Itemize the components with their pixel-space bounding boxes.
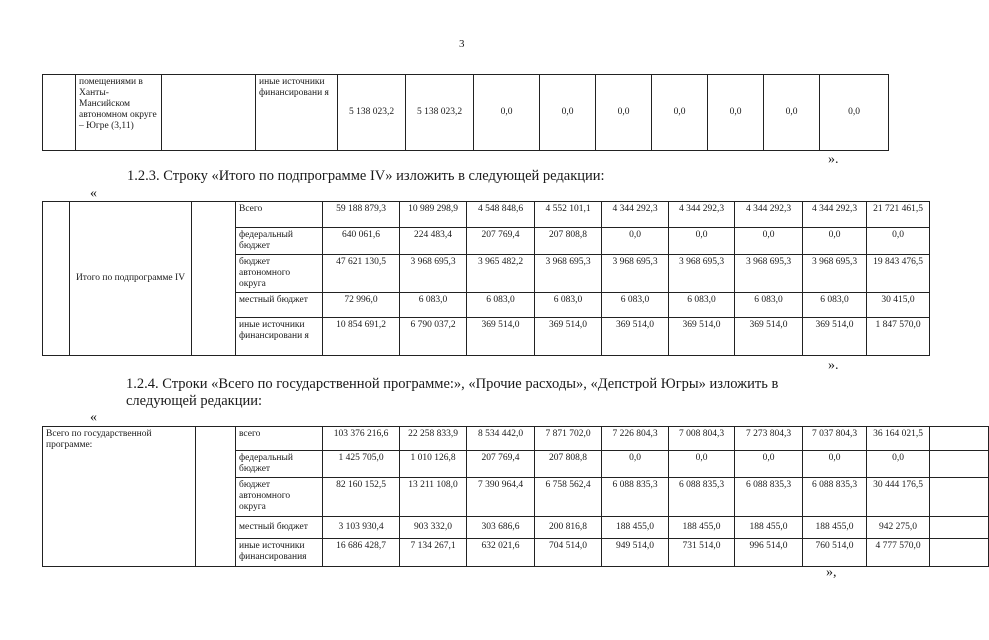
value-cell: 0,0 xyxy=(803,451,867,478)
empty-cell xyxy=(43,75,76,151)
value-cell: 8 534 442,0 xyxy=(467,427,535,451)
empty-cell xyxy=(930,427,989,451)
value-cell: 4 344 292,3 xyxy=(735,202,803,228)
value-cell: 19 843 476,5 xyxy=(867,255,930,293)
source-cell: бюджет автономного округа xyxy=(236,255,323,293)
value-cell: 47 621 130,5 xyxy=(323,255,400,293)
value-cell: 6 083,0 xyxy=(602,293,669,318)
value-cell: 6 083,0 xyxy=(669,293,735,318)
value-cell: 0,0 xyxy=(474,75,540,151)
value-cell: 4 552 101,1 xyxy=(535,202,602,228)
value-cell: 7 871 702,0 xyxy=(535,427,602,451)
value-cell: 6 088 835,3 xyxy=(803,478,867,517)
value-cell: 4 548 848,6 xyxy=(467,202,535,228)
table-continuation xyxy=(42,74,889,151)
value-cell: 188 455,0 xyxy=(602,517,669,539)
value-cell: 6 088 835,3 xyxy=(602,478,669,517)
subprogram-label: Итого по подпрограмме IV xyxy=(70,202,192,356)
value-cell: 3 965 482,2 xyxy=(467,255,535,293)
value-cell: 22 258 833,9 xyxy=(400,427,467,451)
empty-cell xyxy=(196,427,236,567)
source-cell: иные источники финансировани я xyxy=(236,318,323,356)
value-cell: 188 455,0 xyxy=(669,517,735,539)
value-cell: 0,0 xyxy=(708,75,764,151)
table-program-total xyxy=(42,426,989,567)
empty-cell xyxy=(43,202,70,356)
source-cell: местный бюджет xyxy=(236,517,323,539)
value-cell: 207 808,8 xyxy=(535,451,602,478)
value-cell: 4 344 292,3 xyxy=(602,202,669,228)
value-cell: 0,0 xyxy=(764,75,820,151)
value-cell: 5 138 023,2 xyxy=(338,75,406,151)
value-cell: 0,0 xyxy=(867,228,930,255)
value-cell: 4 344 292,3 xyxy=(803,202,867,228)
value-cell: 6 088 835,3 xyxy=(735,478,803,517)
source-cell: бюджет автономного округа xyxy=(236,478,323,517)
value-cell: 3 968 695,3 xyxy=(803,255,867,293)
value-cell: 7 273 804,3 xyxy=(735,427,803,451)
value-cell: 731 514,0 xyxy=(669,539,735,567)
value-cell: 7 134 267,1 xyxy=(400,539,467,567)
opening-quote: « xyxy=(90,186,97,201)
empty-cell xyxy=(192,202,236,356)
paragraph-1-2-4 xyxy=(126,376,850,410)
value-cell: 3 968 695,3 xyxy=(669,255,735,293)
paragraph-text: 1.2.4. Строки «Всего по государственной программе:», «Прочие расходы», «Депстрой Югры» изложить в следующей редакции: xyxy=(126,376,779,409)
closing-quote: ». xyxy=(828,152,839,167)
paragraph-1-2-3: 1.2.3. Строку «Итого по подпрограмме IV» изложить в следующей редакции: xyxy=(127,168,605,184)
value-cell: 369 514,0 xyxy=(669,318,735,356)
funding-source-cell: иные источники финансировани я xyxy=(256,75,338,151)
source-cell: федеральный бюджет xyxy=(236,451,323,478)
value-cell: 207 769,4 xyxy=(467,228,535,255)
value-cell: 6 083,0 xyxy=(803,293,867,318)
value-cell: 13 211 108,0 xyxy=(400,478,467,517)
value-cell: 0,0 xyxy=(669,451,735,478)
value-cell: 16 686 428,7 xyxy=(323,539,400,567)
value-cell: 21 721 461,5 xyxy=(867,202,930,228)
value-cell: 0,0 xyxy=(669,228,735,255)
value-cell: 369 514,0 xyxy=(602,318,669,356)
opening-quote: « xyxy=(90,410,97,425)
value-cell: 6 088 835,3 xyxy=(669,478,735,517)
value-cell: 6 083,0 xyxy=(467,293,535,318)
table-subprogram-total xyxy=(42,201,930,356)
value-cell: 0,0 xyxy=(602,228,669,255)
value-cell: 0,0 xyxy=(735,228,803,255)
value-cell: 1 847 570,0 xyxy=(867,318,930,356)
value-cell: 369 514,0 xyxy=(803,318,867,356)
value-cell: 1 425 705,0 xyxy=(323,451,400,478)
value-cell: 207 769,4 xyxy=(467,451,535,478)
empty-cell xyxy=(930,451,989,478)
source-cell: федеральный бюджет xyxy=(236,228,323,255)
value-cell: 6 083,0 xyxy=(535,293,602,318)
value-cell: 0,0 xyxy=(596,75,652,151)
value-cell: 3 968 695,3 xyxy=(400,255,467,293)
value-cell: 200 816,8 xyxy=(535,517,602,539)
value-cell: 188 455,0 xyxy=(735,517,803,539)
value-cell: 0,0 xyxy=(820,75,889,151)
value-cell: 0,0 xyxy=(540,75,596,151)
closing-quote: », xyxy=(826,565,837,580)
value-cell: 6 790 037,2 xyxy=(400,318,467,356)
value-cell: 903 332,0 xyxy=(400,517,467,539)
value-cell: 996 514,0 xyxy=(735,539,803,567)
empty-cell xyxy=(930,539,989,567)
value-cell: 10 989 298,9 xyxy=(400,202,467,228)
value-cell: 4 344 292,3 xyxy=(669,202,735,228)
value-cell: 704 514,0 xyxy=(535,539,602,567)
source-cell: иные источники финансирования xyxy=(236,539,323,567)
value-cell: 59 188 879,3 xyxy=(323,202,400,228)
closing-quote: ». xyxy=(828,358,839,373)
value-cell: 207 808,8 xyxy=(535,228,602,255)
value-cell: 3 968 695,3 xyxy=(535,255,602,293)
value-cell: 5 138 023,2 xyxy=(406,75,474,151)
value-cell: 942 275,0 xyxy=(867,517,930,539)
value-cell: 72 996,0 xyxy=(323,293,400,318)
value-cell: 36 164 021,5 xyxy=(867,427,930,451)
value-cell: 6 083,0 xyxy=(735,293,803,318)
empty-cell xyxy=(930,478,989,517)
empty-cell xyxy=(162,75,256,151)
empty-cell xyxy=(930,517,989,539)
value-cell: 224 483,4 xyxy=(400,228,467,255)
value-cell: 0,0 xyxy=(803,228,867,255)
value-cell: 949 514,0 xyxy=(602,539,669,567)
value-cell: 0,0 xyxy=(602,451,669,478)
value-cell: 30 415,0 xyxy=(867,293,930,318)
event-name-cell: помещениями в Ханты-Мансийском автономном округе – Югре (3,11) xyxy=(76,75,162,151)
page-number: 3 xyxy=(459,38,465,50)
value-cell: 6 758 562,4 xyxy=(535,478,602,517)
value-cell: 7 226 804,3 xyxy=(602,427,669,451)
value-cell: 82 160 152,5 xyxy=(323,478,400,517)
value-cell: 0,0 xyxy=(652,75,708,151)
value-cell: 3 103 930,4 xyxy=(323,517,400,539)
value-cell: 640 061,6 xyxy=(323,228,400,255)
value-cell: 7 390 964,4 xyxy=(467,478,535,517)
value-cell: 369 514,0 xyxy=(535,318,602,356)
value-cell: 369 514,0 xyxy=(467,318,535,356)
value-cell: 760 514,0 xyxy=(803,539,867,567)
value-cell: 0,0 xyxy=(867,451,930,478)
value-cell: 3 968 695,3 xyxy=(602,255,669,293)
value-cell: 4 777 570,0 xyxy=(867,539,930,567)
value-cell: 1 010 126,8 xyxy=(400,451,467,478)
value-cell: 303 686,6 xyxy=(467,517,535,539)
value-cell: 3 968 695,3 xyxy=(735,255,803,293)
source-cell: местный бюджет xyxy=(236,293,323,318)
program-label: Всего по государственной программе: xyxy=(43,427,196,567)
value-cell: 632 021,6 xyxy=(467,539,535,567)
value-cell: 103 376 216,6 xyxy=(323,427,400,451)
value-cell: 6 083,0 xyxy=(400,293,467,318)
value-cell: 369 514,0 xyxy=(735,318,803,356)
source-cell: Всего xyxy=(236,202,323,228)
value-cell: 30 444 176,5 xyxy=(867,478,930,517)
value-cell: 10 854 691,2 xyxy=(323,318,400,356)
value-cell: 188 455,0 xyxy=(803,517,867,539)
value-cell: 0,0 xyxy=(735,451,803,478)
value-cell: 7 008 804,3 xyxy=(669,427,735,451)
source-cell: всего xyxy=(236,427,323,451)
value-cell: 7 037 804,3 xyxy=(803,427,867,451)
